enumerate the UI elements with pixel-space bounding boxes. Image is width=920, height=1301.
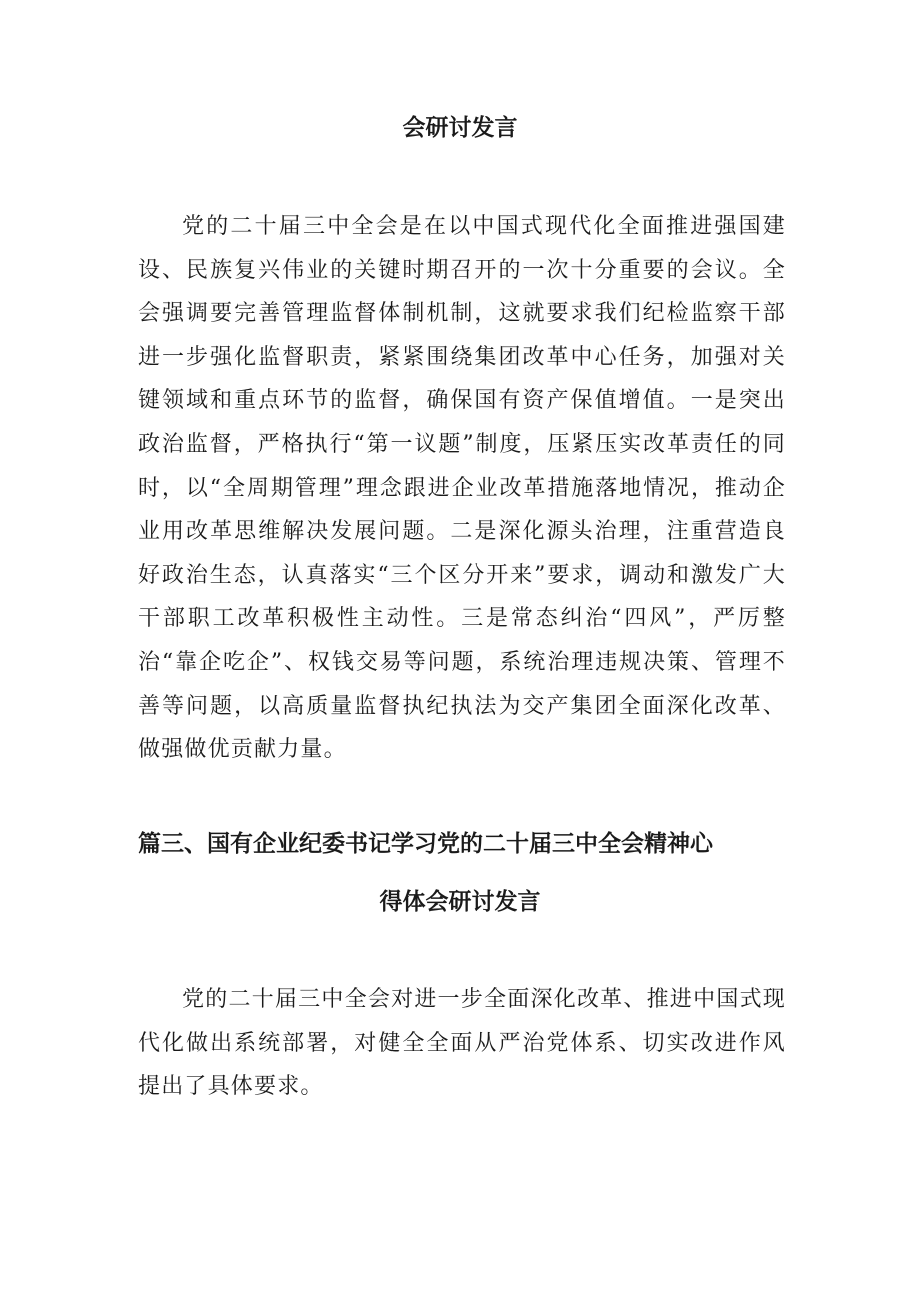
heading-continued-title: 会研讨发言	[402, 115, 518, 141]
section-title-line-2: 得体会研讨发言	[379, 889, 541, 915]
section-title-line-1: 篇三、国有企业纪委书记学习党的二十届三中全会精神心	[138, 831, 713, 857]
body-paragraph: 党的二十届三中全会是在以中国式现代化全面推进强国建设、民族复兴伟业的关键时期召开的一次十分重要的会议。全会强调要完善管理监督体制机制，这就要求我们纪检监察干部进一步强化监督职责，紧紧围绕集团改革中心任务，加强对关键领域和重点环节的监督，确保国有资产保值增值。一是突出政治监督，严格执行“第一议题”制度，压紧压实改革责任的同时，以“全周期管理”理念跟进企业改革措施落地情况，推动企业用改革思维解决发展问题。二是深化源头治理，注重营造良好政治生态，认真落实“三个区分开来”要求，调动和激发广大干部职工改革积极性主动性。三是常态纠治“四风”，严厉整治“靠企吃企”、权钱交易等问题，系统治理违规决策、管理不善等问题，以高质量监督执纪执法为交产集团全面深化改革、做强做优贡献力量。	[138, 214, 786, 763]
body-paragraph: 党的二十届三中全会对进一步全面深化改革、推进中国式现代化做出系统部署，对健全全面从严治党体系、切实改进作风提出了具体要求。	[138, 987, 786, 1100]
